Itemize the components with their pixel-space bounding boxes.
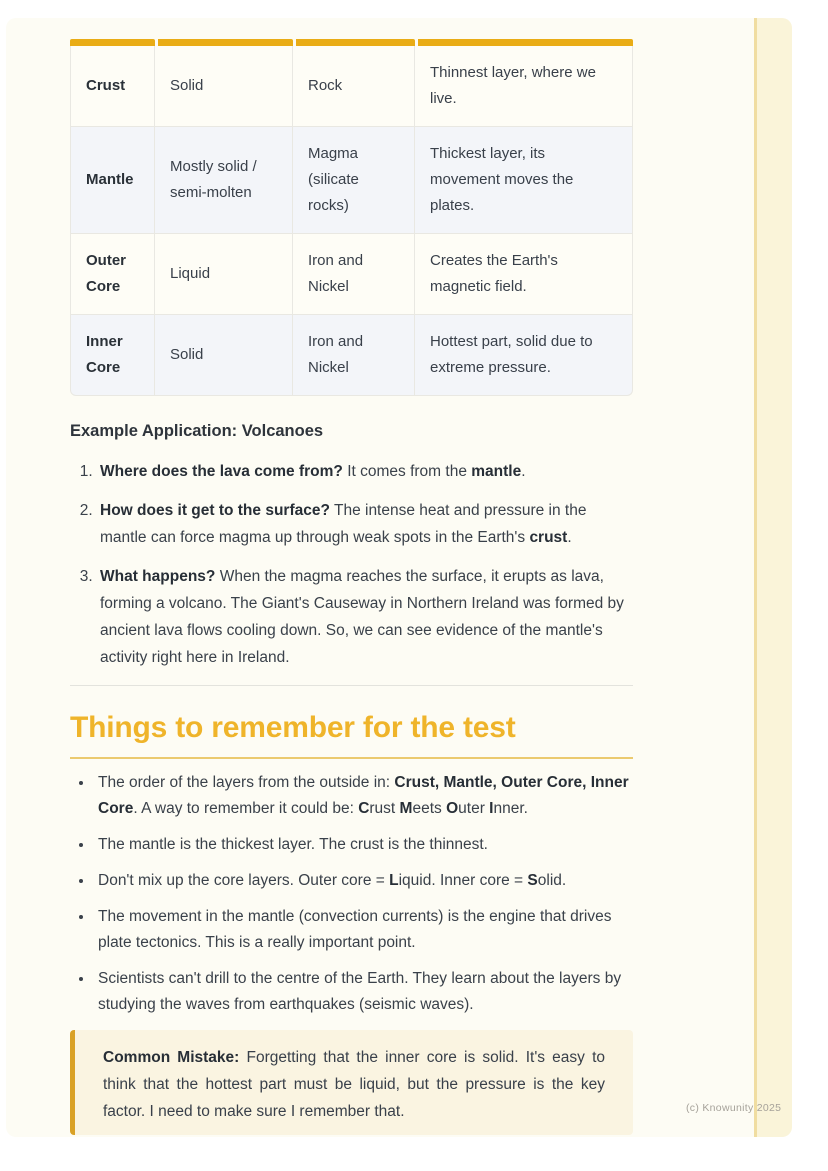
layer-name: Outer Core (86, 252, 127, 295)
bullet-list-item (94, 770, 633, 822)
text: The intense heat and pressure in the mantle can force magma up through weak spots in the Earth's (100, 502, 587, 546)
document-page (6, 18, 792, 1137)
text: . A way to remember it could be: (133, 800, 359, 817)
notes-cell: Creates the Earth's magnetic field. (415, 234, 633, 315)
remember-list (70, 770, 633, 1018)
numbered-list-item (97, 497, 633, 551)
page-title: Things to remember for the test (70, 709, 633, 759)
table-top-bar-row (70, 39, 633, 46)
bold-text: C (358, 800, 370, 817)
text: . (567, 529, 572, 546)
state-cell: Solid (155, 46, 293, 127)
table-row (70, 234, 633, 315)
bullet-list-item (94, 832, 633, 858)
text: . (521, 463, 526, 480)
remember-section-header (70, 709, 633, 759)
top-bar-segment (415, 39, 633, 46)
text: iquid. Inner core = (398, 872, 528, 889)
state-cell: Liquid (155, 234, 293, 315)
bold-text: Where does the lava come from? (100, 463, 343, 480)
section-divider-wrap (70, 685, 633, 686)
text: uter (458, 800, 490, 817)
example-heading: Example Application: Volcanoes (70, 422, 324, 440)
state-cell: Mostly solid / semi-molten (155, 127, 293, 234)
layer-name: Crust (86, 77, 126, 94)
volcano-steps-list (70, 458, 633, 671)
text: The order of the layers from the outside in: (98, 774, 395, 791)
copyright-watermark: (c) Knowunity 2025 (686, 1102, 782, 1114)
top-bar-segment (155, 39, 293, 46)
callout-text (103, 1044, 605, 1125)
table-row (70, 127, 633, 234)
layer-cell (70, 127, 155, 234)
top-bar-segment (70, 39, 155, 46)
text: eets (412, 800, 447, 817)
composition-cell: Iron and Nickel (293, 234, 415, 315)
page-edge-band (754, 18, 792, 1137)
layer-cell (70, 315, 155, 396)
layer-name: Inner Core (86, 333, 123, 376)
text: The mantle is the thickest layer. The crust is the thinnest. (98, 836, 488, 853)
common-mistake-callout (70, 1030, 633, 1135)
text: It comes from the (342, 463, 472, 480)
numbered-list-item (97, 458, 633, 485)
bold-text: L (389, 872, 399, 889)
text: Forgetting that the inner core is solid. It's easy to think that the hottest part must be liquid, but the pressure is the key factor. I need to make sure I remember that. (103, 1049, 605, 1120)
bold-text: What happens? (100, 568, 216, 585)
bullet-list-item (94, 966, 633, 1018)
layers-table-body (70, 46, 633, 396)
table-row (70, 46, 633, 127)
layer-cell (70, 234, 155, 315)
bullet-list-item (94, 868, 633, 894)
composition-cell: Magma (silicate rocks) (293, 127, 415, 234)
text: Scientists can't drill to the centre of the Earth. They learn about the layers by studying the waves from earthquakes (seismic waves). (98, 970, 622, 1013)
text: rust (369, 800, 400, 817)
text: nner. (493, 800, 528, 817)
bold-text: How does it get to the surface? (100, 502, 330, 519)
bold-text: Common Mistake: (103, 1049, 240, 1066)
layer-cell (70, 46, 155, 127)
callout-section (70, 1030, 633, 1135)
layers-table-section (70, 39, 633, 396)
text: When the magma reaches the surface, it erupts as lava, forming a volcano. The Giant's Causeway in Northern Ireland was formed by ancient lava flows cooling down. So, we can see evidence of the mantle's activity right here in Ireland. (100, 568, 624, 666)
state-cell: Solid (155, 315, 293, 396)
text: The movement in the mantle (convection currents) is the engine that drives plate tectonics. This is a really important point. (98, 908, 612, 951)
section-divider (70, 685, 633, 686)
layers-table (70, 39, 633, 396)
composition-cell: Rock (293, 46, 415, 127)
bold-text: M (399, 800, 413, 817)
bold-text: mantle (471, 463, 522, 480)
text: Don't mix up the core layers. Outer core = (98, 872, 390, 889)
example-section-header (70, 421, 633, 442)
bold-text: I (489, 800, 494, 817)
bold-text: crust (529, 529, 568, 546)
bold-text: O (446, 800, 459, 817)
notes-cell: Hottest part, solid due to extreme pressure. (415, 315, 633, 396)
layer-name: Mantle (86, 171, 134, 188)
notes-cell: Thinnest layer, where we live. (415, 46, 633, 127)
table-row (70, 315, 633, 396)
top-bar-segment (293, 39, 415, 46)
bullet-list-item (94, 904, 633, 956)
remember-section-list (70, 770, 633, 1028)
bold-text: Crust, Mantle, Outer Core, Inner Core (98, 774, 629, 817)
bold-text: S (527, 872, 538, 889)
page-content (70, 18, 633, 1137)
composition-cell: Iron and Nickel (293, 315, 415, 396)
table-top-bar (70, 39, 633, 46)
text: olid. (537, 872, 567, 889)
notes-cell: Thickest layer, its movement moves the plates. (415, 127, 633, 234)
numbered-list-item (97, 563, 633, 671)
example-section-list (70, 458, 633, 683)
